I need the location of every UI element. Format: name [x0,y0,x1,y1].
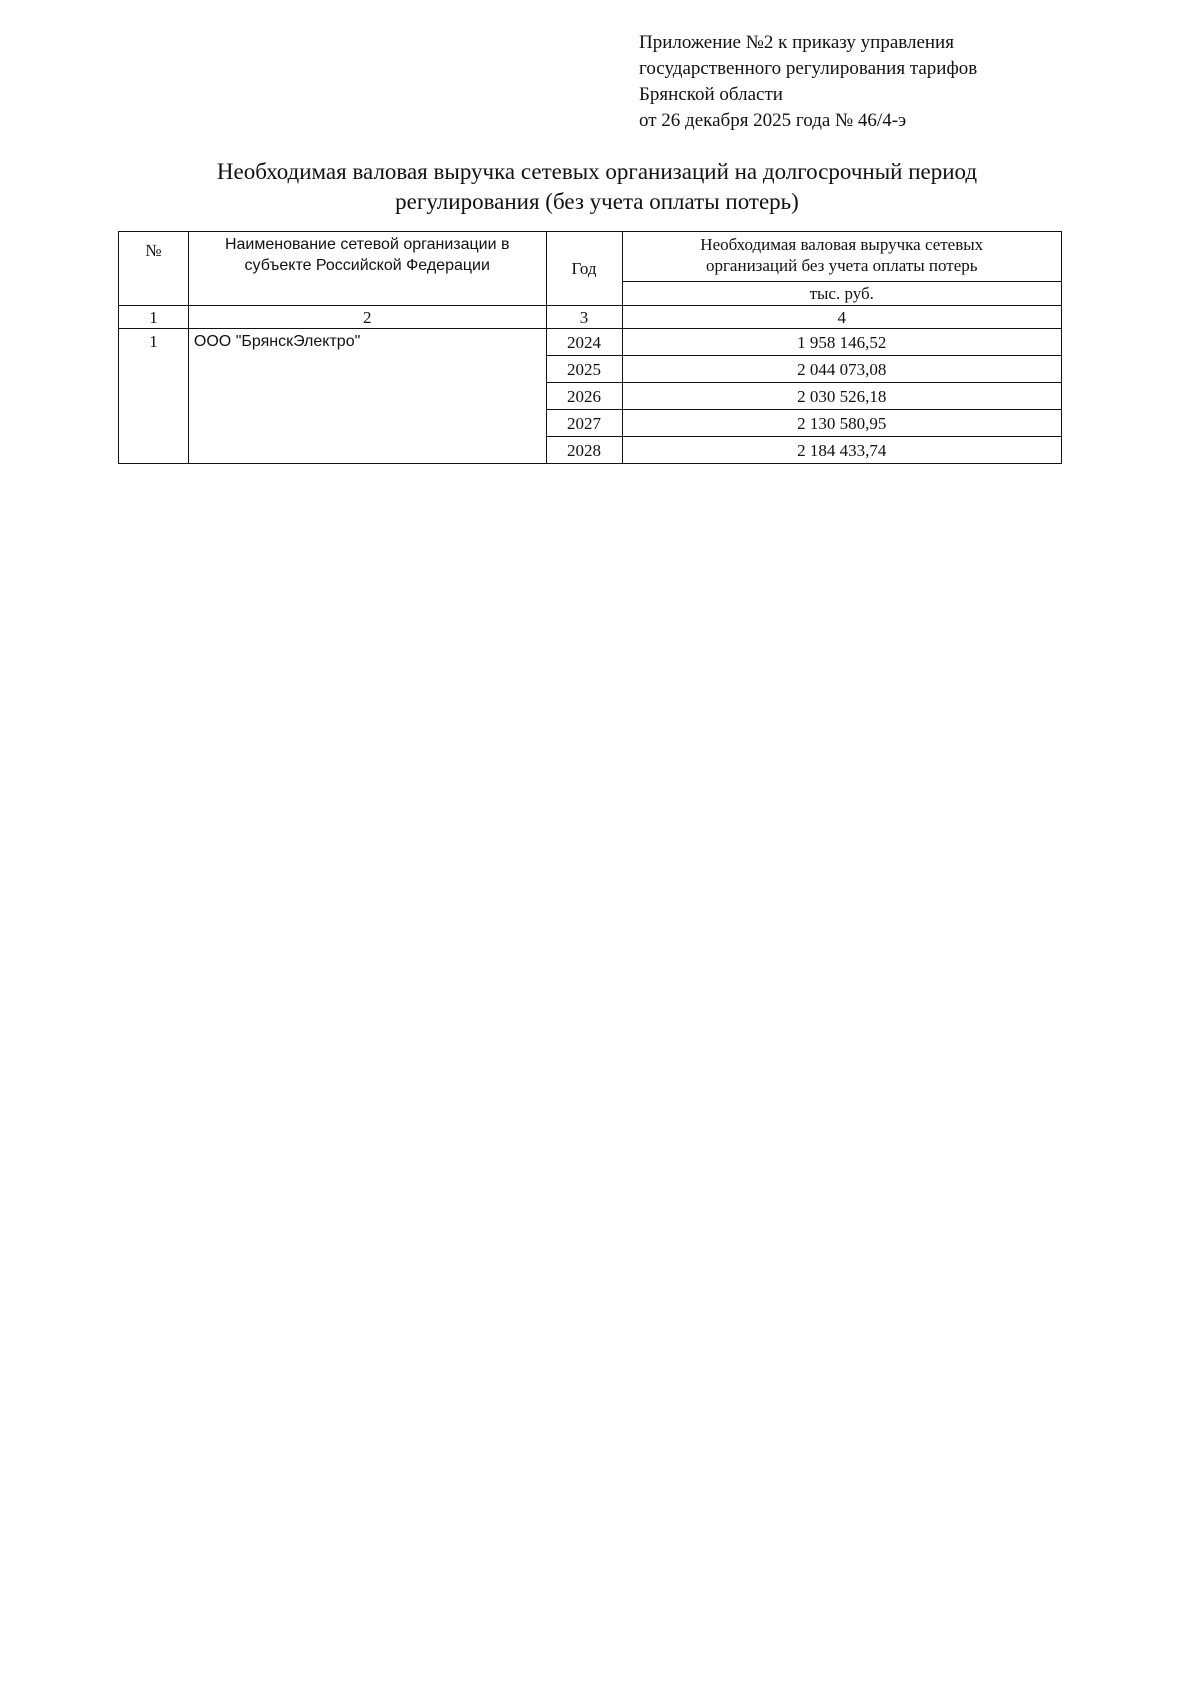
appendix-line: Брянской области [639,84,783,105]
column-index: 4 [622,306,1062,329]
value-cell: 1 958 146,52 [622,329,1062,356]
header-org-name-line: субъекте Российской Федерации [244,257,490,274]
header-unit: тыс. руб. [622,282,1062,306]
column-index: 3 [546,306,622,329]
column-index: 1 [119,306,189,329]
header-nvv-line: организаций без учета оплаты потерь [705,256,978,275]
header-nvv-line: Необходимая валовая выручка сетевых [700,235,984,254]
document-title [120,157,1074,217]
title-line: регулирования (без учета оплаты потерь) [395,189,799,214]
appendix-line: от 26 декабря 2025 года № 46/4-э [639,110,907,131]
table-row [119,329,1062,356]
year-cell: 2026 [546,383,622,410]
org-name: ООО "БрянскЭлектро" [188,329,546,464]
appendix-note [639,30,977,134]
year-cell: 2024 [546,329,622,356]
header-row [119,232,1062,282]
value-cell: 2 184 433,74 [622,437,1062,464]
year-cell: 2027 [546,410,622,437]
appendix-line: государственного регулирования тарифов [639,58,978,79]
year-cell: 2028 [546,437,622,464]
header-number: № [119,232,189,306]
header-org-name [188,232,546,306]
revenue-table [118,231,1062,464]
header-year: Год [546,232,622,306]
org-number: 1 [119,329,189,464]
column-index: 2 [188,306,546,329]
value-cell: 2 130 580,95 [622,410,1062,437]
title-line: Необходимая валовая выручка сетевых организаций на долгосрочный период [216,159,978,184]
appendix-line: Приложение №2 к приказу управления [639,32,954,53]
year-cell: 2025 [546,356,622,383]
header-nvv [622,232,1062,282]
column-index-row [119,306,1062,329]
header-org-name-line: Наименование сетевой организации в [224,236,510,253]
value-cell: 2 030 526,18 [622,383,1062,410]
value-cell: 2 044 073,08 [622,356,1062,383]
